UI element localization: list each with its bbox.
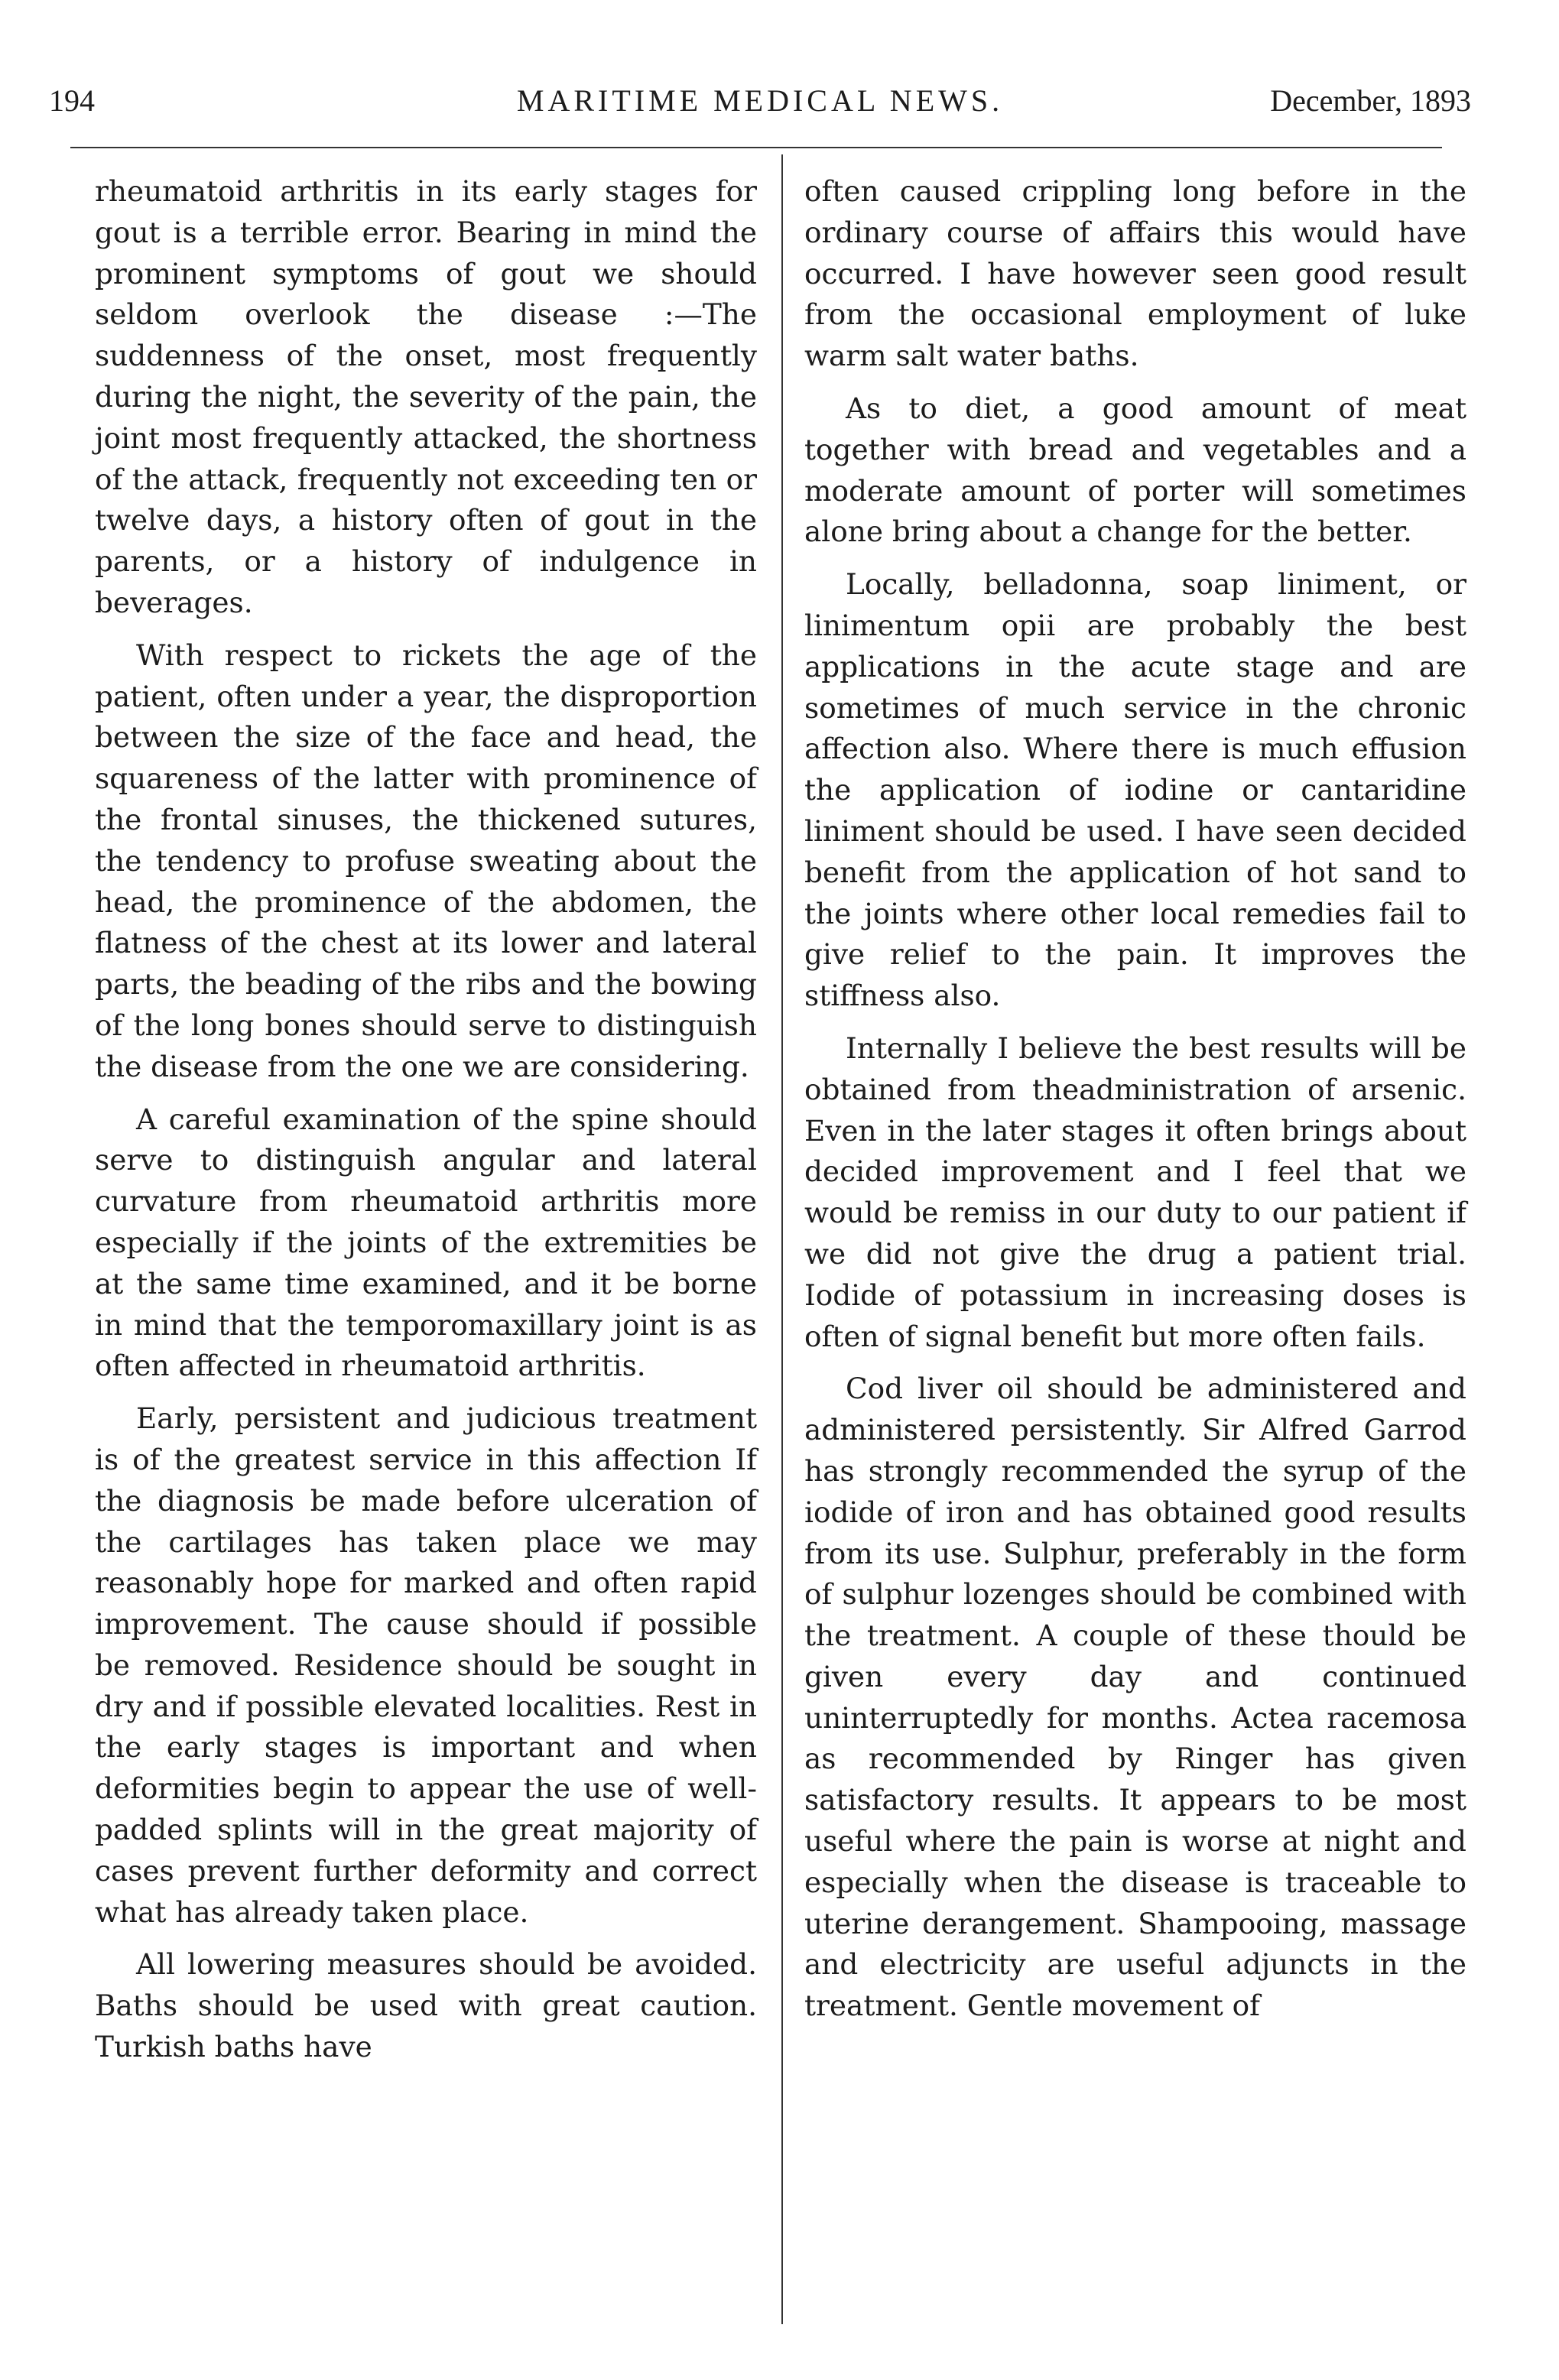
paragraph-internal-remedies: Internally I believe the best results will be obtained from theadministration of arsenic. Even in the later stages it often brings about decided improvement and I feel that we would be remiss in our duty to our patient if we did not give the drug a patient trial. Iodide of potassium in increasing doses is often of signal benefit but more often fails. xyxy=(804,1031,1466,1353)
paragraph-spine-examination: A careful examination of the spine should serve to distinguish angular and lateral curvature from rheumatoid arthritis more especially if the joints of the extremities be at the same time examined, and it be borne in mind that the temporomaxillary joint is as often affected in rheumatoid arthritis. xyxy=(95,1102,757,1383)
column-divider xyxy=(781,154,783,2324)
issue-date: December, 1893 xyxy=(1270,83,1471,118)
paragraph-early-treatment: Early, persistent and judicious treatment is of the greatest service in this affection If the diagnosis be made before ulceration of the cartilages has taken place we may reasonably hope for marked and often rapid improvement. The cause should if possible be removed. Residence should be sought in dry and if possible elevated localities. Rest in the early stages is important and when deformities begin to appear the use of well-padded splints will in the great majority of cases prevent further deformity and correct what has already taken place. xyxy=(95,1401,757,1929)
journal-title: MARITIME MEDICAL NEWS. xyxy=(516,83,1004,118)
paragraph-gout-symptoms: rheumatoid arthritis in its early stages for gout is a terrible error. Bearing in mind the prominent symptoms of gout we should seldom overlook the disease :—The suddenness of the onset, most frequently during the night, the severity of the pain, the joint most frequently attacked, the shortness of the attack, frequently not exceeding ten or twelve days, a history often of gout in the parents, or a history of indulgence in beverages. xyxy=(95,174,757,619)
paragraph-local-applications: Locally, belladonna, soap liniment, or linimentum opii are probably the best applications in the acute stage and are sometimes of much service in the chronic affection also. Where there is much effusion the application of iodine or cantaridine liniment should be used. I have seen decided benefit from the application of hot sand to the joints where other local remedies fail to give relief to the pain. It improves the stiffness also. xyxy=(804,567,1466,1013)
paragraph-cod-liver-oil: Cod liver oil should be administered and administered persistently. Sir Alfred Garrod has strongly recommended the syrup of the iodide of iron and has obtained good results from its use. Sulphur, preferably in the form of sulphur lozenges should be combined with the treatment. A couple of these thould be given every day and continued uninterruptedly for months. Actea racemosa as recommended by Ringer has given satisfactory results. It appears to be most useful where the pain is worse at night and especially when the disease is traceable to uterine derangement. Shampooing, massage and electricity are useful adjuncts in the treatment. Gentle movement of xyxy=(804,1372,1466,2023)
page-number: 194 xyxy=(49,83,95,118)
header-rule xyxy=(70,147,1442,148)
left-column xyxy=(95,171,757,2068)
right-column xyxy=(804,171,1466,2027)
paragraph-crippling: often caused crippling long before in the ordinary course of affairs this would have occurred. I have however seen good result from the occasional employment of luke warm salt water baths. xyxy=(804,174,1466,373)
paragraph-rickets: With respect to rickets the age of the patient, often under a year, the disproportion between the size of the face and head, the squareness of the latter with prominence of the frontal sinuses, the thickened sutures, the tendency to profuse sweating about the head, the prominence of the abdomen, the flatness of the chest at its lower and lateral parts, the beading of the ribs and the bowing of the long bones should serve to distinguish the disease from the one we are considering. xyxy=(95,638,757,1083)
paragraph-baths: All lowering measures should be avoided. Baths should be used with great caution. Turkish baths have xyxy=(95,1947,757,2064)
paragraph-diet: As to diet, a good amount of meat together with bread and vegetables and a moderate amount of porter will sometimes alone bring about a change for the better. xyxy=(804,391,1466,549)
running-header xyxy=(49,70,1471,132)
